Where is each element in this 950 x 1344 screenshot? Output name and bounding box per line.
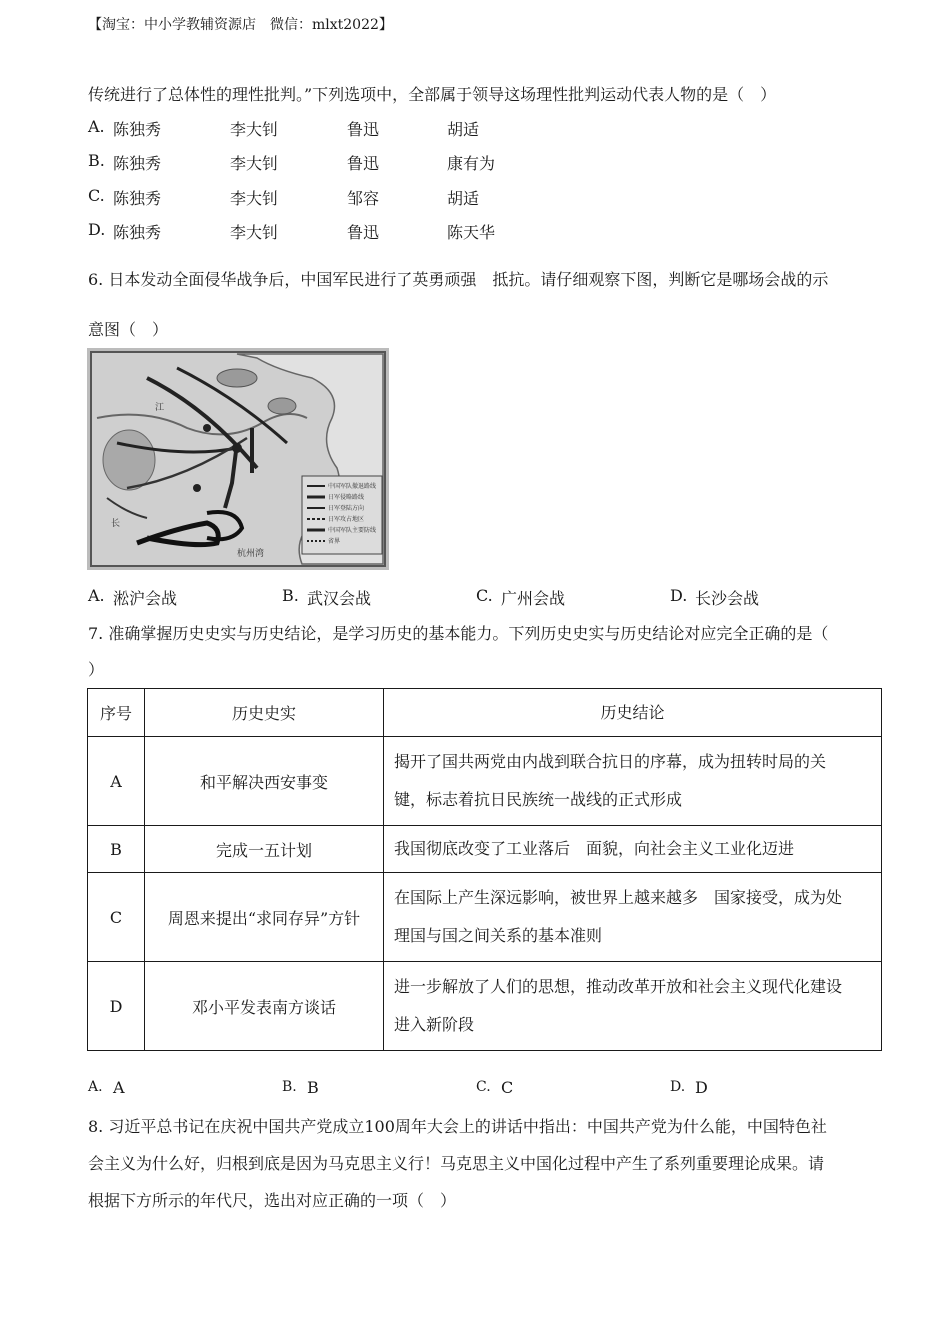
q8-stem-line1: 8. 习近平总书记在庆祝中国共产党成立100周年大会上的讲话中指出：中国共产党为什么能，中国特色社: [88, 1117, 827, 1136]
q5-option-a-name2: 李大钊: [230, 120, 279, 139]
map-legend-item-5: 中国军队主要防线: [328, 527, 377, 534]
q5-option-a-label: A.: [88, 117, 105, 136]
row-conclusion: [384, 737, 882, 826]
map-legend-item-2: 日军侵略路线: [328, 494, 365, 501]
q5-option-c-name1: 陈独秀: [113, 189, 162, 208]
q7-option-b-text: B: [307, 1078, 319, 1097]
q5-option-d-name3: 鲁迅: [347, 223, 380, 242]
map-legend-item-4: 日军攻占地区: [328, 516, 365, 523]
q6-option-b-text: 武汉会战: [307, 589, 372, 608]
conclusion-line: 我国彻底改变了工业落后 面貌，向社会主义工业化迈进: [394, 839, 795, 858]
q5-option-d-name1: 陈独秀: [113, 223, 162, 242]
q7-stem-line2: ）: [88, 660, 105, 679]
conclusion-line: 进入新阶段: [394, 1015, 475, 1034]
q6-option-a-text: 淞沪会战: [113, 589, 178, 608]
q5-option-c-name2: 李大钊: [230, 189, 279, 208]
q5-option-c-label: C.: [88, 186, 105, 205]
q5-option-b-label: B.: [88, 151, 105, 170]
table-header-row: [88, 689, 882, 737]
history-facts-table: [87, 688, 882, 1051]
q7-option-d-text: D: [695, 1078, 708, 1097]
table-row: [88, 826, 882, 873]
q5-option-a-name4: 胡适: [447, 120, 480, 139]
row-fact: 邓小平发表南方谈话: [145, 962, 384, 1051]
q7-option-c-text: C: [501, 1078, 514, 1097]
q6-stem-line2: 意图（ ）: [88, 320, 169, 339]
q6-option-d-label: D.: [670, 586, 688, 605]
table-row: [88, 737, 882, 826]
row-id: D: [88, 962, 145, 1051]
conclusion-line: 理国与国之间关系的基本准则: [394, 926, 603, 945]
conclusion-line: 键，标志着抗日民族统一战线的正式形成: [394, 790, 683, 809]
conclusion-line: 揭开了国共两党由内战到联合抗日的序幕，成为扭转时局的关: [394, 752, 827, 771]
map-legend-item-3: 日军登陆方向: [328, 505, 365, 512]
q5-option-d-name4: 陈天华: [447, 223, 496, 242]
conclusion-line: 进一步解放了人们的思想，推动改革开放和社会主义现代化建设: [394, 977, 843, 996]
page-header: 【淘宝：中小学教辅资源店 微信：mlxt2022】: [88, 17, 393, 33]
q5-option-d-name2: 李大钊: [230, 223, 279, 242]
row-fact: 和平解决西安事变: [145, 737, 384, 826]
q5-option-b-name2: 李大钊: [230, 154, 279, 173]
q5-option-c-name4: 胡适: [447, 189, 480, 208]
map-label-hangzhou-bay: 杭州湾: [237, 549, 265, 559]
battle-map-graphic: [87, 348, 389, 570]
q6-option-d-text: 长沙会战: [695, 589, 760, 608]
q5-option-b-name4: 康有为: [447, 154, 496, 173]
q7-option-c-label: C.: [476, 1079, 491, 1095]
header-index: 序号: [88, 689, 145, 737]
map-label-jiang: 江: [155, 403, 165, 413]
row-id: B: [88, 826, 145, 873]
row-conclusion: [384, 873, 882, 962]
q7-option-d-label: D.: [670, 1079, 686, 1095]
row-fact: 周恩来提出“求同存异”方针: [145, 873, 384, 962]
q7-option-a-label: A.: [88, 1079, 103, 1095]
row-conclusion: [384, 826, 882, 873]
q6-option-c-text: 广州会战: [501, 589, 566, 608]
header-conclusion: 历史结论: [384, 689, 882, 737]
conclusion-line: 在国际上产生深远影响，被世界上越来越多 国家接受，成为处: [394, 888, 843, 907]
q5-option-c-name3: 邹容: [347, 189, 380, 208]
q7-option-a-text: A: [113, 1078, 125, 1097]
q5-option-b-name3: 鲁迅: [347, 154, 380, 173]
q6-option-b-label: B.: [282, 586, 299, 605]
q5-option-d-label: D.: [88, 220, 106, 239]
q7-option-b-label: B.: [282, 1079, 297, 1095]
battle-map-image: [87, 348, 389, 570]
q5-option-a-name1: 陈独秀: [113, 120, 162, 139]
map-legend-item-1: 中国军队撤退路线: [328, 483, 377, 490]
q5-stem: 传统进行了总体性的理性批判。”下列选项中，全部属于领导这场理性批判运动代表人物的是（ ）: [88, 85, 777, 104]
q5-option-a-name3: 鲁迅: [347, 120, 380, 139]
q7-stem-line1: 7. 准确掌握历史史实与历史结论，是学习历史的基本能力。下列历史史实与历史结论对应完全正确的是（: [88, 624, 829, 643]
row-conclusion: [384, 962, 882, 1051]
row-fact: 完成一五计划: [145, 826, 384, 873]
header-fact: 历史史实: [145, 689, 384, 737]
q8-stem-line3: 根据下方所示的年代尺，选出对应正确的一项（ ）: [88, 1191, 457, 1210]
q8-stem-line2: 会主义为什么好，归根到底是因为马克思主义行！马克思主义中国化过程中产生了系列重要理论成果。请: [88, 1154, 825, 1173]
row-id: A: [88, 737, 145, 826]
map-legend-item-6: 省界: [328, 538, 341, 545]
q6-option-c-label: C.: [476, 586, 493, 605]
q6-stem-line1: 6. 日本发动全面侵华战争后，中国军民进行了英勇顽强 抵抗。请仔细观察下图，判断它是哪场会战的示: [88, 270, 829, 289]
table-row: [88, 873, 882, 962]
q5-option-b-name1: 陈独秀: [113, 154, 162, 173]
table-row: [88, 962, 882, 1051]
q6-option-a-label: A.: [88, 586, 105, 605]
row-id: C: [88, 873, 145, 962]
map-label-chang: 长: [111, 519, 121, 529]
